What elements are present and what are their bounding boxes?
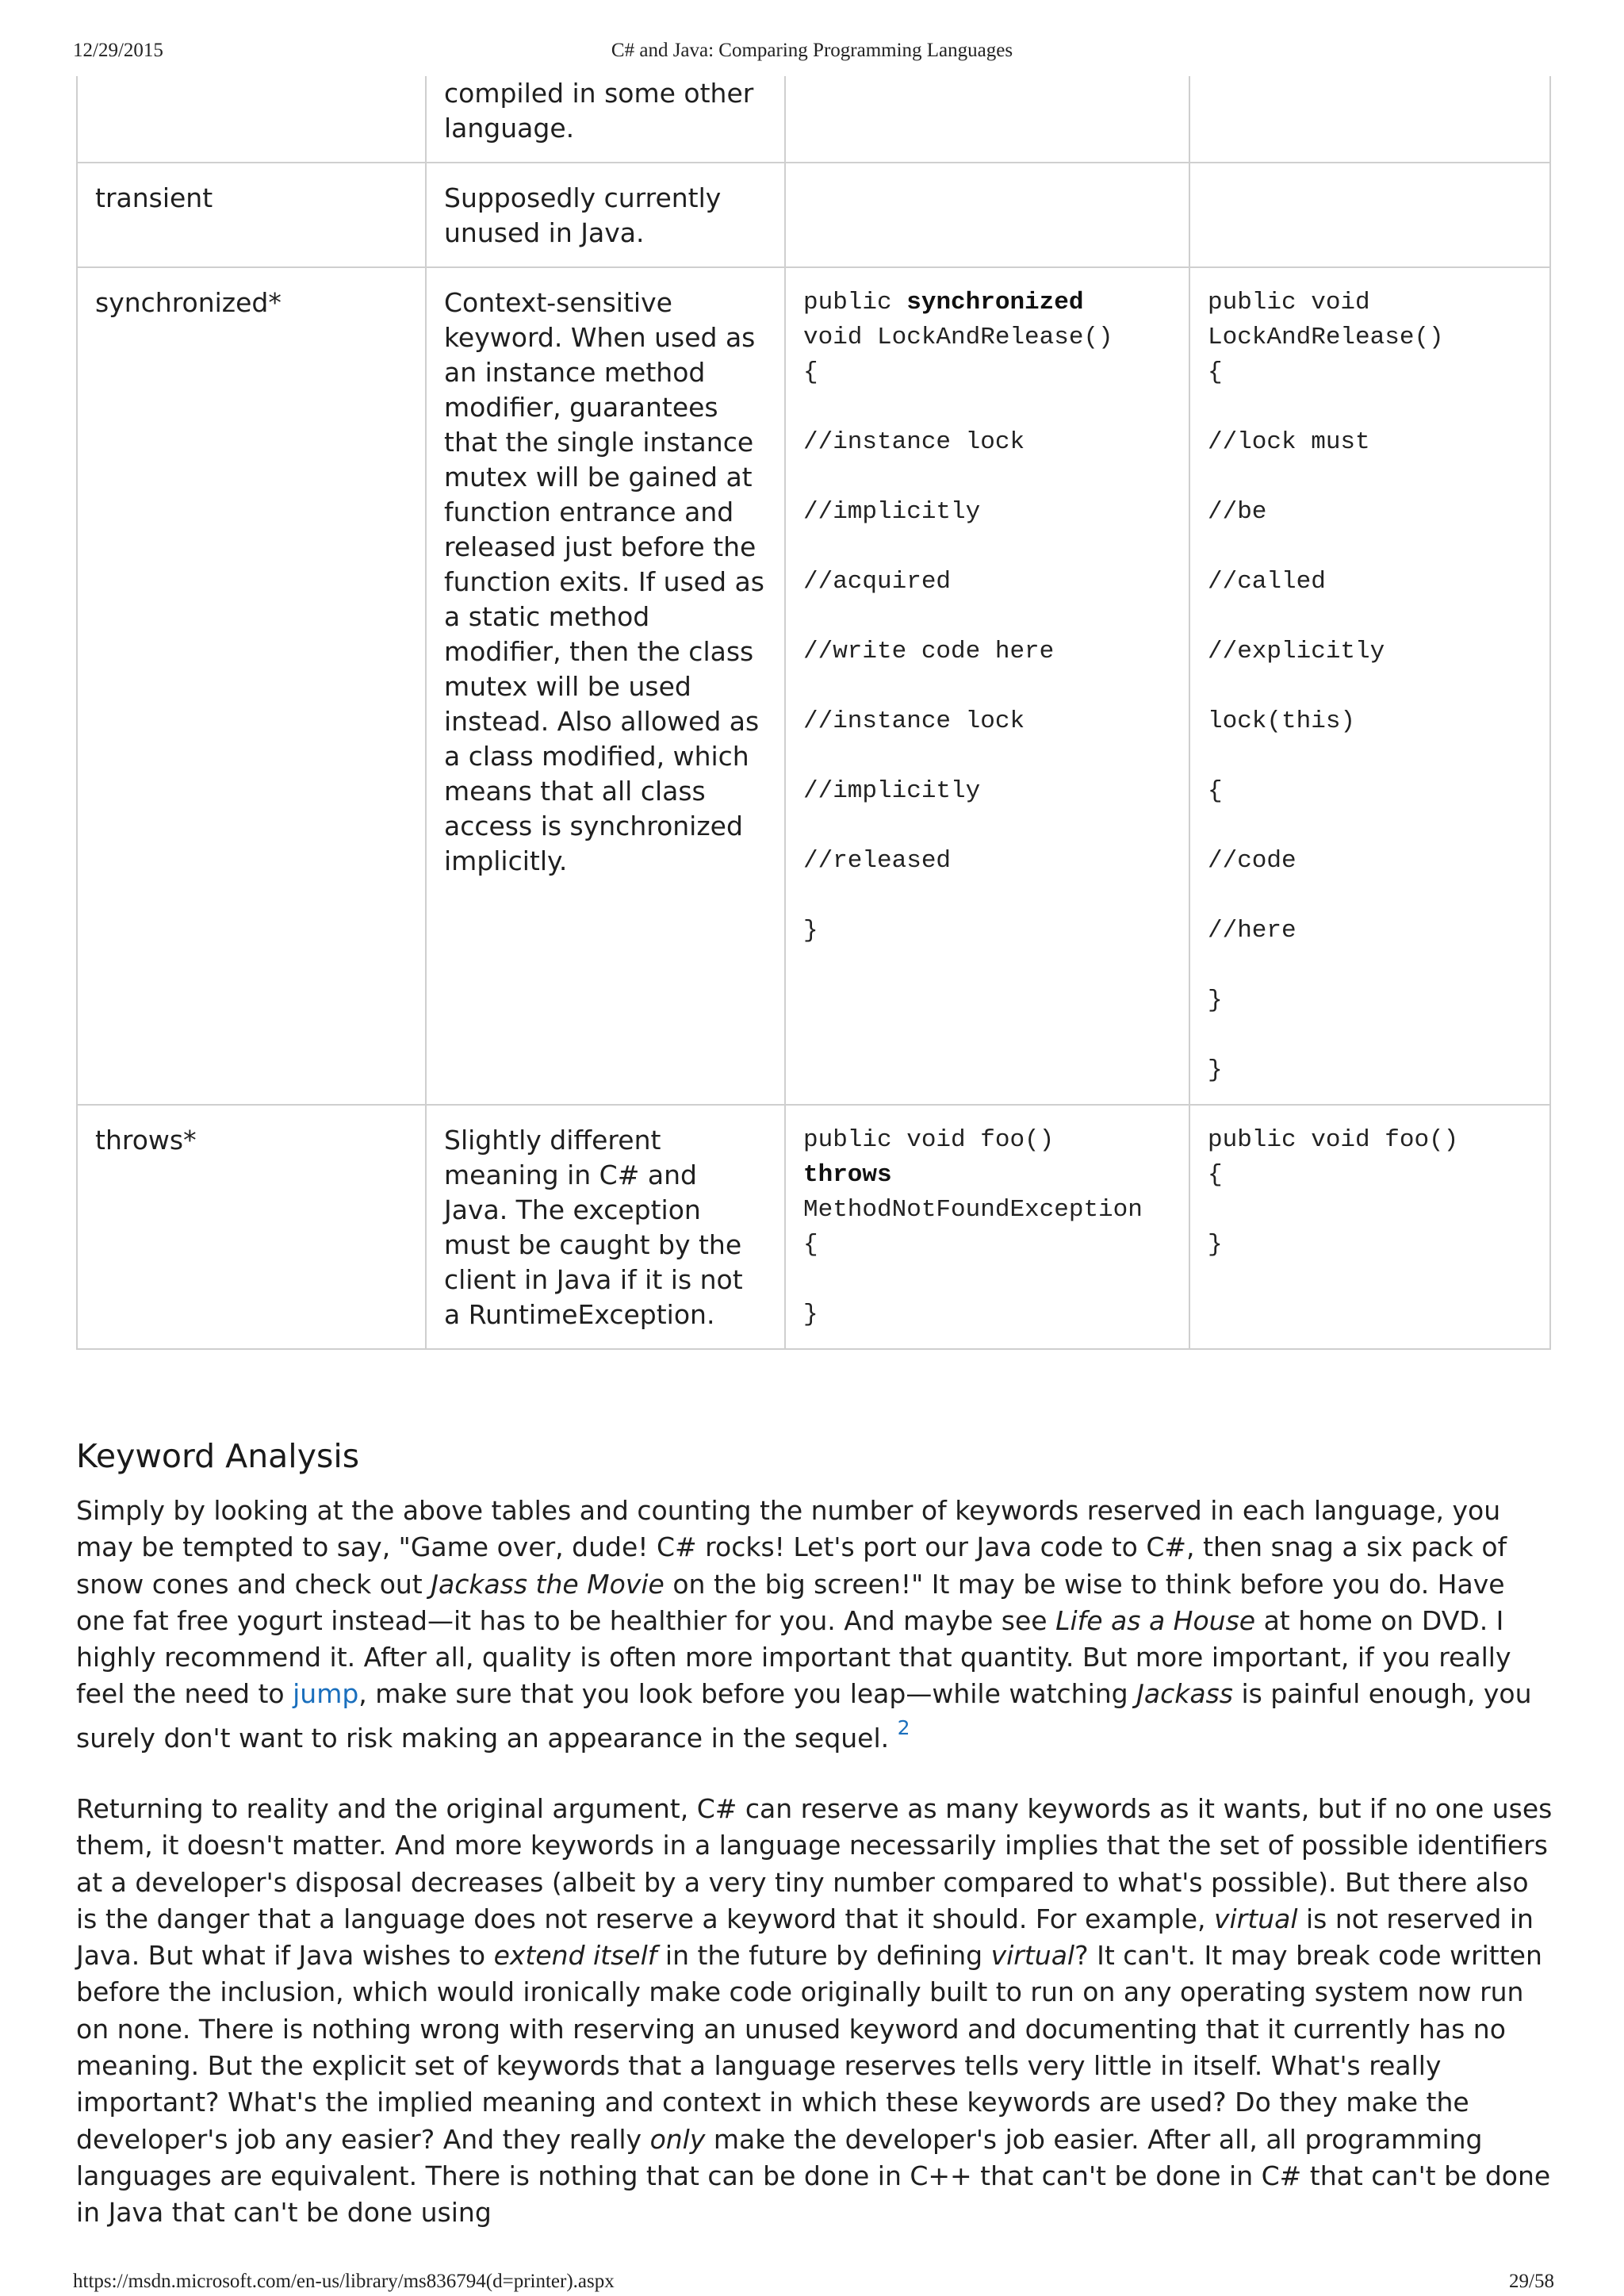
keyword-table-body — [77, 76, 1550, 1349]
csharp-code-sample — [803, 1123, 1171, 1332]
code-text: public void foo() — [803, 1126, 1055, 1154]
table-row — [77, 1105, 1550, 1349]
csharp-code-cell — [785, 1105, 1189, 1349]
jump-link[interactable]: jump — [293, 1678, 359, 1710]
emphasis-text: extend itself — [493, 1940, 657, 1972]
csharp-code-cell — [785, 163, 1189, 267]
body-text: Simply by looking at the above tables and counting the number of keywords reserved in each language, you may be tempted to say, "Game over, dude! C# rocks! Let's port our Java code to C#, then snag a six pack of snow cones and check out — [76, 1495, 1507, 1600]
body-text: on the big screen!" It may be wise to think before you do. Have one fat free yogurt instead—it has to be healthier for you. And maybe see — [76, 1568, 1505, 1636]
table-row — [77, 163, 1550, 267]
print-title: C# and Java: Comparing Programming Languages — [611, 40, 1013, 61]
emphasis-text: virtual — [1213, 1903, 1298, 1934]
section-heading: Keyword Analysis — [76, 1437, 360, 1475]
body-text: ? It can't. It may break code written before the inclusion, which would ironically make code originally built to run on any operating system now run on none. There is nothing wrong with reserving an unused keyword and documenting that it currently has no meaning. But the explicit set of keywords that a language reserves tells very little in itself. What's really important? What's the implied meaning and context in which these keywords are used? Do they make the developer's job any easier? And they really — [76, 1940, 1542, 2155]
java-code-cell — [1189, 267, 1550, 1105]
keyword-cell: throws* — [77, 1105, 426, 1349]
description-cell: compiled in some other language. — [426, 76, 785, 163]
body-text: at home on DVD. I highly recommend it. After all, quality is often more important that quantity. But more important, if you really feel the need to — [76, 1604, 1511, 1710]
code-text: MethodNotFoundException { } — [803, 1196, 1143, 1328]
csharp-code-sample — [803, 286, 1171, 949]
java-code-sample — [1208, 286, 1532, 1088]
keyword-cell — [77, 76, 426, 163]
description-cell: Slightly different meaning in C# and Java. The exception must be caught by the client in Java if it is not a RuntimeException. — [426, 1105, 785, 1349]
body-text: , make sure that you look before you leap—while watching — [358, 1678, 1137, 1710]
java-code-cell — [1189, 163, 1550, 267]
code-text: public void LockAndRelease() { //lock must //be //called //explicitly lock(this) { //code //here } } — [1208, 289, 1444, 1084]
emphasis-text: Jackass the Movie — [431, 1568, 665, 1600]
code-text: public — [803, 289, 907, 316]
emphasis-text: virtual — [990, 1940, 1075, 1972]
body-text: in the future by defining — [657, 1940, 991, 1972]
code-text: void LockAndRelease() { //instance lock //implicitly //acquired //write code here //instance lock //implicitly //released } — [803, 324, 1113, 945]
paragraph-keyword-analysis-2 — [76, 1791, 1556, 2232]
java-code-cell — [1189, 1105, 1550, 1349]
body-text: make the developer's job easier. After all, all programming languages are equivalent. There is nothing that can be done in C++ that can't be done in C# that can't be done in Java that can't be done using — [76, 2123, 1551, 2229]
csharp-code-cell — [785, 76, 1189, 163]
csharp-code-cell — [785, 267, 1189, 1105]
keyword-cell: transient — [77, 163, 426, 267]
java-code-sample — [1208, 1123, 1532, 1263]
table-row — [77, 267, 1550, 1105]
emphasis-text: Jackass — [1136, 1678, 1233, 1710]
code-text: public void foo() { } — [1208, 1126, 1459, 1259]
description-cell: Context-sensitive keyword. When used as an instance method modifier, guarantees that the single instance mutex will be gained at function entrance and released just before the function exits. If used as a static method modifier, then the class mutex will be used instead. Also allowed as a class modified, which means that all class access is synchronized implicitly. — [426, 267, 785, 1105]
java-code-cell — [1189, 76, 1550, 163]
body-text: is not reserved in Java. But what if Java wishes to — [76, 1903, 1534, 1972]
keyword-comparison-table — [76, 76, 1551, 1350]
footnote-link[interactable]: 2 — [897, 1715, 910, 1739]
body-text: Returning to reality and the original argument, C# can reserve as many keywords as it wants, but if no one uses them, it doesn't matter. And more keywords in a language necessarily implies that the set of possible identifiers at a developer's disposal decreases (albeit by a very tiny number compared to what's possible). But there also is the danger that a language does not reserve a keyword that it should. For example, — [76, 1793, 1553, 1934]
description-cell: Supposedly currently unused in Java. — [426, 163, 785, 267]
emphasis-text: Life as a House — [1055, 1604, 1256, 1636]
page-number: 29/58 — [1509, 2271, 1554, 2292]
print-url: https://msdn.microsoft.com/en-us/library/ms836794(d=printer).aspx — [73, 2271, 615, 2292]
body-text: is painful enough, you surely don't want to risk making an appearance in the sequel. — [76, 1678, 1532, 1754]
table-row — [77, 76, 1550, 163]
emphasis-text: only — [649, 2123, 706, 2155]
code-keyword: throws — [803, 1161, 892, 1189]
code-keyword: synchronized — [906, 289, 1084, 316]
keyword-cell: synchronized* — [77, 267, 426, 1105]
print-date: 12/29/2015 — [73, 40, 163, 61]
paragraph-keyword-analysis-1 — [76, 1493, 1556, 1757]
